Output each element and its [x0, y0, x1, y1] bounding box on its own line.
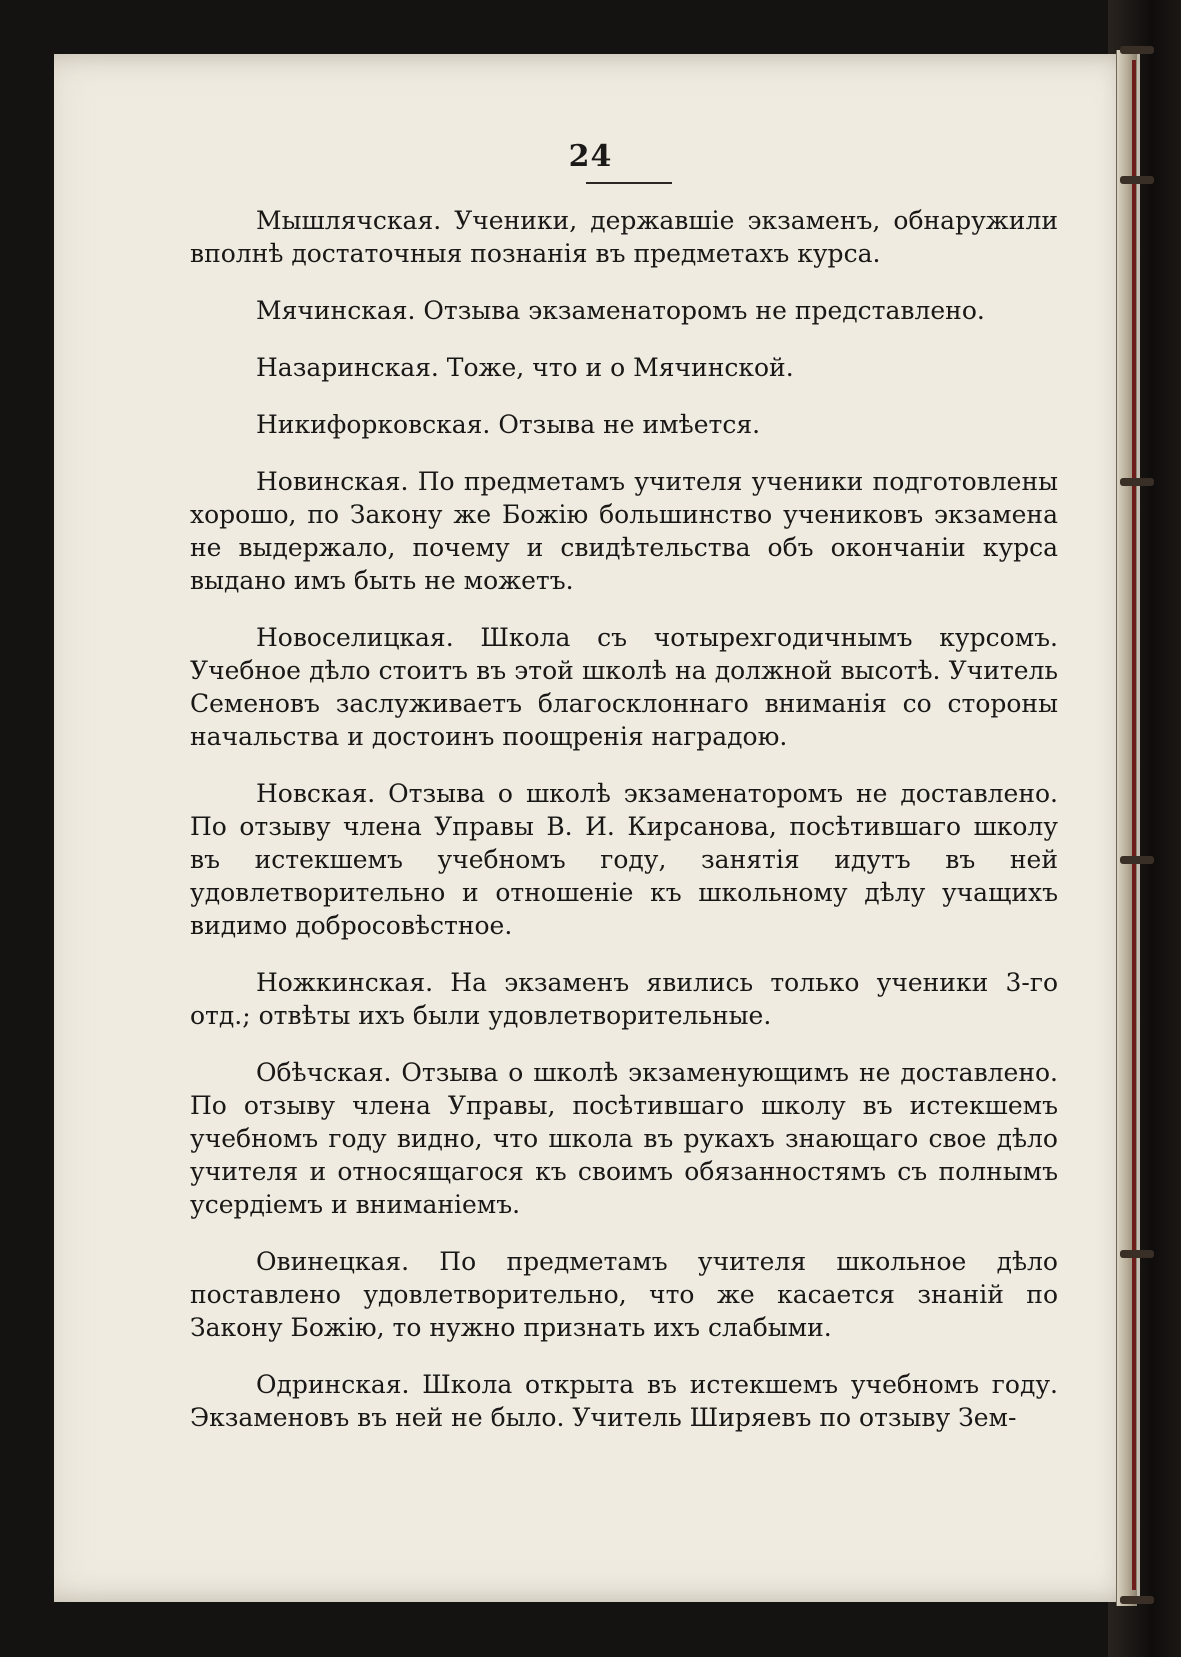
binding-stitch — [1120, 478, 1154, 486]
binding-stitch — [1120, 46, 1154, 54]
binding-thread — [1132, 60, 1136, 1590]
page-number: 24 — [568, 139, 613, 174]
body-text — [190, 204, 1058, 1458]
binding-stitch — [1120, 1596, 1154, 1604]
paragraph-myachinskaya: Мячинская. Отзыва экзаменаторомъ не представлено. — [256, 296, 985, 325]
binding-stitch — [1120, 856, 1154, 864]
paragraph-obechskaya: Обѣчская. Отзыва о школѣ экзаменующимъ не доставлено. По отзыву члена Управы, посѣтившаго школу въ истекшемъ учебномъ году видно, что школа въ рукахъ знающаго свое дѣло учителя и относящагося къ своимъ обязанностямъ съ полнымъ усердіемъ и вниманіемъ. — [190, 1058, 1058, 1219]
paragraph-myshlyachskaya: Мышлячская. Ученики, державшіе экзаменъ, обнаружили вполнѣ достаточныя познанія въ предметахъ курса. — [190, 206, 1058, 268]
paragraph-novinskaya: Новинская. По предметамъ учителя ученики подготовлены хорошо, по Закону же Божію большинство учениковъ экзамена не выдержало, почему и свидѣтельства объ окончаніи курса выдано имъ быть не можетъ. — [190, 467, 1058, 595]
paragraph-ovinetskaya: Овинецкая. По предметамъ учителя школьное дѣло поставлено удовлетворительно, что же касается знаній по Закону Божію, то нужно признать ихъ слабыми. — [190, 1247, 1058, 1342]
paragraph-novskaya: Новская. Отзыва о школѣ экзаменаторомъ не доставлено. По отзыву члена Управы В. И. Кирсанова, посѣтившаго школу въ истекшемъ учебномъ году, занятія идутъ въ ней удовлетворительно и отношеніе къ школьному дѣлу учащихъ видимо добросовѣстное. — [190, 779, 1058, 940]
binding-stitch — [1120, 176, 1154, 184]
binding-stitch — [1120, 1250, 1154, 1258]
paragraph-nazarinskaya: Назаринская. Тоже, что и о Мячинской. — [256, 353, 794, 382]
paragraph-nikiforkovskaya: Никифорковская. Отзыва не имѣется. — [256, 410, 761, 439]
paragraph-nozhkinskaya: Ножкинская. На экзаменъ явились только ученики 3-го отд.; отвѣты ихъ были удовлетворительные. — [190, 968, 1058, 1030]
paragraph-odrinskaya: Одринская. Школа открыта въ истекшемъ учебномъ году. Экзаменовъ въ ней не было. Учитель Ширяевъ по отзыву Зем- — [190, 1370, 1058, 1432]
page-number-rule — [586, 182, 672, 184]
paragraph-novoselitskaya: Новоселицкая. Школа съ чотырехгодичнымъ курсомъ. Учебное дѣло стоитъ въ этой школѣ на должной высотѣ. Учитель Семеновъ заслуживаетъ благосклоннаго вниманія со стороны начальства и достоинъ поощренія наградою. — [190, 623, 1058, 751]
